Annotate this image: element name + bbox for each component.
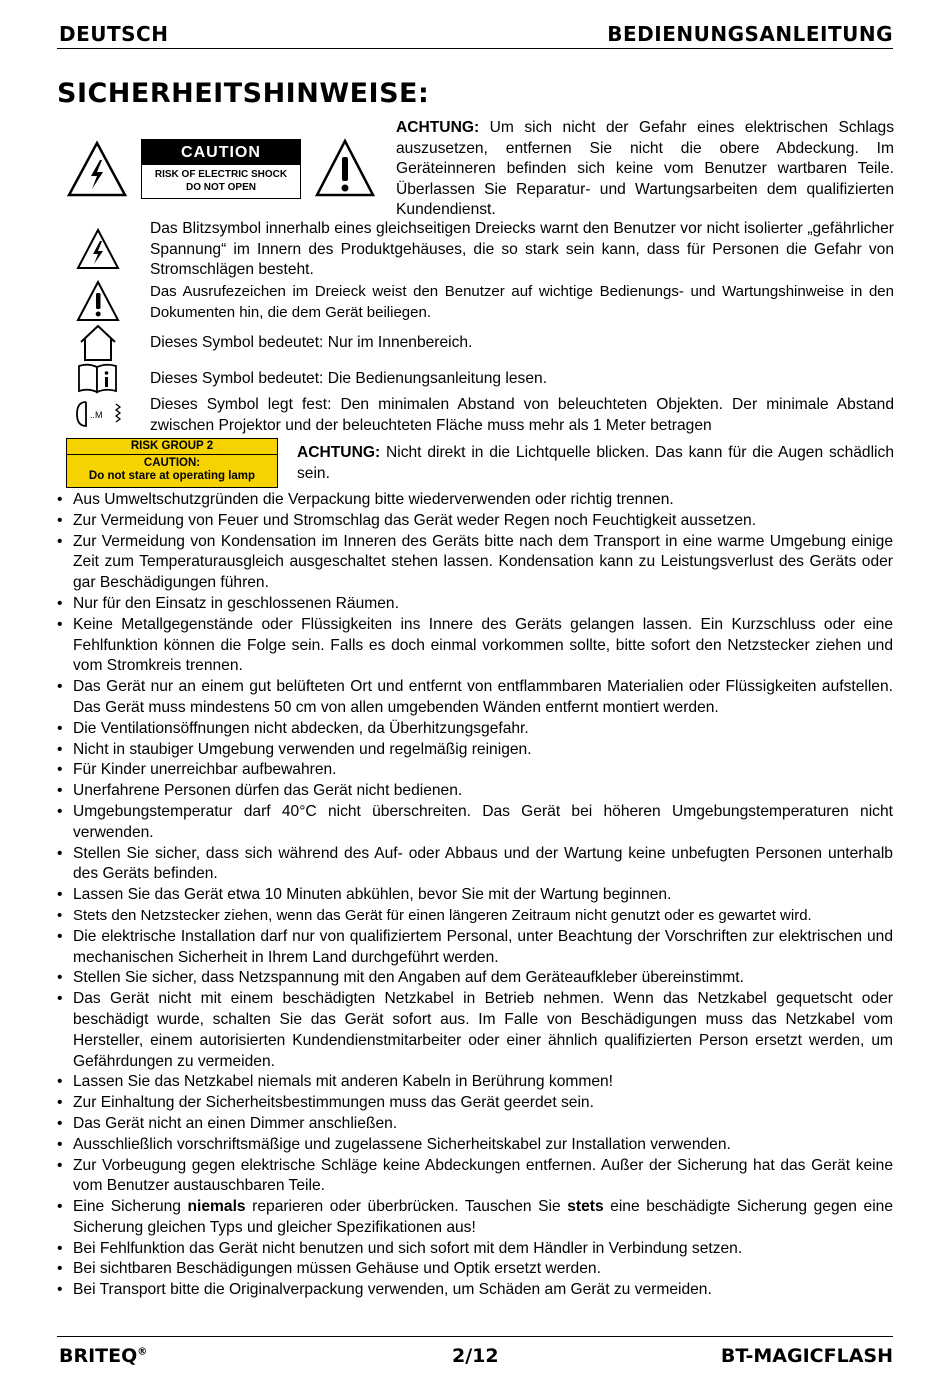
lightning-symbol-description: Das Blitzsymbol innerhalb eines gleichseitigen Dreiecks warnt den Benutzer vor nicht isolierter „gefährlicher Spannung“ im Innern des Produktgehäuses, die so stark sein kann, dass für Personen die Gefahr von Stromschlägen besteht.	[150, 220, 894, 278]
list-item: • Das Gerät nur an einem gut belüfteten Ort und entfernt von entflammbaren Materialien oder Flüssigkeiten aufstellen. Das Gerät muss mindestens 50 cm von allen umgebenden Wänden entfernt montiert werden.	[57, 677, 893, 719]
footer-brand	[59, 1345, 147, 1367]
list-item: • Nur für den Einsatz in geschlossenen Räumen.	[57, 594, 893, 615]
page-header	[57, 22, 893, 49]
section-title: SICHERHEITSHINWEISE:	[57, 78, 430, 109]
list-item: • Zur Vermeidung von Feuer und Stromschlag das Gerät weder Regen noch Feuchtigkeit aussetzen.	[57, 511, 893, 532]
list-item: • Die Ventilationsöffnungen nicht abdecken, da Überhitzungsgefahr.	[57, 719, 893, 740]
distance-icon-label: ..M	[90, 410, 103, 420]
exclamation-symbol-icon	[76, 280, 120, 322]
lightning-warning-icon	[66, 140, 128, 198]
caution-label-line2: DO NOT OPEN	[185, 182, 256, 193]
list-item: • Das Gerät nicht an einen Dimmer anschließen.	[57, 1114, 893, 1135]
achtung-light-label: ACHTUNG:	[297, 444, 381, 461]
achtung-light-text: Nicht direkt in die Lichtquelle blicken. Das kann für die Augen schädlich sein.	[297, 444, 894, 482]
list-item: • Unerfahrene Personen dürfen das Gerät nicht bedienen.	[57, 781, 893, 802]
risk-group-title: RISK GROUP 2	[67, 439, 277, 455]
safety-instructions-list	[57, 490, 893, 1301]
fuse-text-never: niemals	[187, 1198, 246, 1216]
header-document-type: BEDIENUNGSANLEITUNG	[607, 22, 893, 46]
list-item: • Lassen Sie das Gerät etwa 10 Minuten abkühlen, bevor Sie mit der Wartung beginnen.	[57, 885, 893, 906]
exclamation-symbol-description: Das Ausrufezeichen im Dreieck weist den Benutzer auf wichtige Bedienungs- und Wartungshinweise in den Dokumenten hin, die dem Gerät beiliegen.	[150, 283, 894, 321]
fuse-text-c: reparieren oder überbrücken. Tauschen Sie	[245, 1198, 568, 1216]
registered-mark: ®	[137, 1346, 148, 1358]
achtung-light-warning	[297, 443, 894, 484]
list-item: • Das Gerät nicht mit einem beschädigten Netzkabel in Betrieb nehmen. Wenn das Netzkabel gequetscht oder beschädigt wurde, schalten Sie das Gerät sofort aus. Im Falle von Beschädigungen muss das Netzkabel vom Hersteller, einem autorisierten Kundendienstmitarbeiter oder einer ähnlich qualifizierten Person ersetzt werden, um Gefährdungen zu vermeiden.	[57, 989, 893, 1072]
risk-caution: CAUTION:	[143, 457, 201, 469]
list-item: • Lassen Sie das Netzkabel niemals mit anderen Kabeln in Berührung kommen!	[57, 1072, 893, 1093]
page-footer	[57, 1336, 893, 1369]
list-item: • Nicht in staubiger Umgebung verwenden und regelmäßig reinigen.	[57, 740, 893, 761]
list-item: • Zur Vorbeugung gegen elektrische Schläge keine Abdeckungen entfernen. Außer der Sicherung hat das Gerät keine vom Benutzer austauschbaren Teile.	[57, 1156, 893, 1198]
list-item: • Zur Vermeidung von Kondensation im Inneren des Geräts bitte nach dem Transport in eine warme Umgebung einige Zeit zum Temperaturausgleich ausgeschaltet stehen lassen. Kondensation kann zu Leistungsverlust des Geräts oder gar Beschädigungen führen.	[57, 532, 893, 594]
list-item: • Zur Einhaltung der Sicherheitsbestimmungen muss das Gerät geerdet sein.	[57, 1093, 893, 1114]
caution-label-line1: RISK OF ELECTRIC SHOCK	[154, 169, 288, 180]
exclamation-warning-icon	[314, 138, 376, 198]
page-number: 2/12	[452, 1345, 499, 1367]
header-language: DEUTSCH	[59, 22, 169, 46]
list-item: • Stets den Netzstecker ziehen, wenn das Gerät für einen längeren Zeitraum nicht genutzt oder es gewartet wird.	[57, 906, 893, 927]
list-item	[57, 1197, 893, 1239]
manual-symbol-description: Dieses Symbol bedeutet: Die Bedienungsanleitung lesen.	[150, 370, 548, 387]
lightning-symbol-icon	[76, 228, 120, 270]
distance-symbol-description: Dieses Symbol legt fest: Den minimalen Abstand von beleuchteten Objekten. Der minimale Abstand zwischen Projektor und der beleuchteten Fläche muss mehr als 1 Meter betragen	[150, 396, 894, 434]
list-item: • Bei Fehlfunktion das Gerät nicht benutzen und sich sofort mit dem Händler in Verbindung setzen.	[57, 1239, 893, 1260]
footer-model: BT-MAGICFLASH	[720, 1345, 893, 1367]
fuse-text-a: Eine Sicherung	[73, 1198, 188, 1216]
list-item: • Stellen Sie sicher, dass sich während des Auf- oder Abbaus und der Wartung keine unbefugten Personen unterhalb des Geräts befinden.	[57, 844, 893, 886]
achtung-cover-warning	[396, 118, 894, 221]
indoor-only-icon	[78, 323, 118, 363]
list-item: • Für Kinder unerreichbar aufbewahren.	[57, 760, 893, 781]
risk-group-label	[66, 438, 278, 488]
read-manual-icon	[76, 362, 120, 394]
fuse-text-e: eine beschädigte Sicherung gegen eine Sicherung gleichen Typs und gleicher Spezifikationen aus!	[73, 1198, 894, 1236]
indoor-symbol-description: Dieses Symbol bedeutet: Nur im Innenbereich.	[150, 334, 473, 351]
brand-name: BRITEQ	[59, 1345, 138, 1367]
list-item: • Die elektrische Installation darf nur von qualifiziertem Personal, unter Beachtung der Vorschriften zur elektrischen und mechanischen Sicherheit in Ihrem Land durchgeführt werden.	[57, 927, 893, 969]
fuse-text-always: stets	[567, 1198, 604, 1216]
list-item: • Keine Metallgegenstände oder Flüssigkeiten ins Innere des Geräts gelangen lassen. Ein Kurzschluss oder eine Fehlfunktion können die Folge sein. Falls es doch einmal vorkommen sollte, bitte sofort den Netzstecker ziehen und vom Stromkreis trennen.	[57, 615, 893, 677]
risk-instruction: Do not stare at operating lamp	[88, 470, 256, 482]
caution-label	[141, 139, 301, 199]
list-item: • Bei Transport bitte die Originalverpackung verwenden, um Schäden am Gerät zu vermeiden.	[57, 1280, 893, 1301]
minimum-distance-icon	[74, 398, 124, 430]
list-item: • Stellen Sie sicher, dass Netzspannung mit den Angaben auf dem Geräteaufkleber übereinstimmt.	[57, 968, 893, 989]
caution-label-title: CAUTION	[142, 140, 300, 165]
achtung-cover-text: Um sich nicht der Gefahr eines elektrischen Schlags auszusetzen, entfernen Sie nicht die obere Abdeckung. Im Geräteinneren befinden sich keine vom Benutzer wartbaren Teile. Überlassen Sie Reparatur- und Wartungsarbeiten dem qualifizierten Kundendienst.	[396, 119, 894, 218]
list-item: • Bei sichtbaren Beschädigungen müssen Gehäuse und Optik ersetzt werden.	[57, 1259, 893, 1280]
list-item: • Aus Umweltschutzgründen die Verpackung bitte wiederverwenden oder richtig trennen.	[57, 490, 893, 511]
list-item: • Umgebungstemperatur darf 40°C nicht überschreiten. Das Gerät bei höheren Umgebungstemperaturen nicht verwenden.	[57, 802, 893, 844]
list-item: • Ausschließlich vorschriftsmäßige und zugelassene Sicherheitskabel zur Installation verwenden.	[57, 1135, 893, 1156]
achtung-label: ACHTUNG:	[396, 119, 480, 136]
